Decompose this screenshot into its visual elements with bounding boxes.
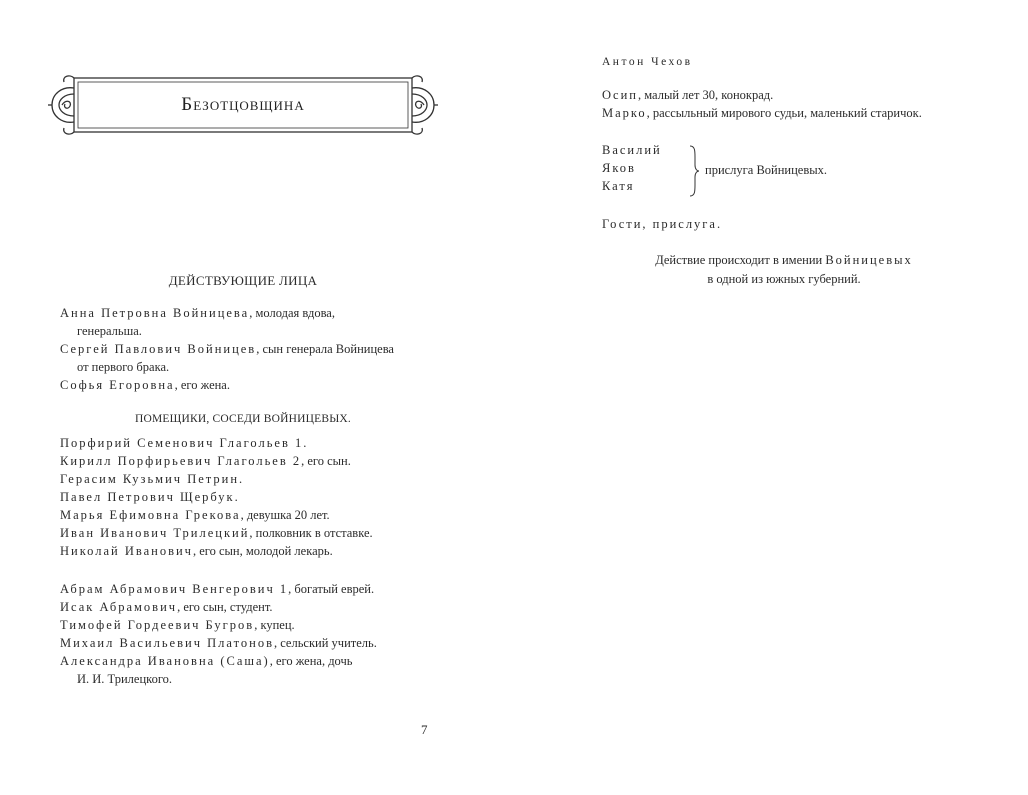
character-entry: Михаил Васильевич Платонов, сельский учитель. [60, 636, 377, 650]
character-entry: Сергей Павлович Войницев, сын генерала Войницева [60, 342, 394, 356]
servants-list [602, 141, 662, 195]
character-entry-cont: генеральша. [77, 324, 142, 338]
main-characters-list [60, 304, 394, 394]
character-entry: Иван Иванович Трилецкий, полковник в отставке. [60, 526, 373, 540]
character-entry: Павел Петрович Щербук. [60, 490, 240, 504]
other-characters-list [60, 580, 377, 688]
setting-line-1: Действие происходит в имении Войницевых [655, 253, 913, 267]
page-number: 7 [421, 722, 428, 737]
play-title: Безотцовщина [181, 94, 305, 115]
servant-name: Катя [602, 179, 635, 193]
character-entry: Кирилл Порфирьевич Глагольев 2, его сын. [60, 454, 351, 468]
neighbors-subheading: ПОМЕЩИКИ, СОСЕДИ ВОЙНИЦЕВЫХ. [134, 413, 352, 425]
character-entry: Абрам Абрамович Венгерович 1, богатый еврей. [60, 582, 375, 596]
neighbors-list [60, 434, 373, 560]
character-entry: Николай Иванович, его сын, молодой лекарь. [60, 544, 333, 558]
character-entry: Порфирий Семенович Глагольев 1. [60, 436, 309, 450]
character-entry: Тимофей Гордеевич Бугров, купец. [60, 618, 295, 632]
character-entry: Марко, рассыльный мирового судьи, маленький старичок. [602, 106, 922, 120]
character-entry: Герасим Кузьмич Петрин. [60, 472, 245, 486]
cast-heading: ДЕЙСТВУЮЩИЕ ЛИЦА [168, 273, 318, 288]
title-cartouche [48, 74, 438, 136]
setting-line-2: в одной из южных губерний. [707, 272, 861, 286]
right-page [514, 0, 1028, 795]
character-entry: Софья Егоровна, его жена. [60, 378, 230, 392]
curly-brace-icon [688, 145, 700, 197]
servant-name: Яков [602, 161, 636, 175]
character-entry: Марья Ефимовна Грекова, девушка 20 лет. [60, 508, 330, 522]
character-entry: Александра Ивановна (Саша), его жена, дочь [60, 654, 353, 668]
character-entry-cont: И. И. Трилецкого. [77, 672, 173, 686]
servants-description: прислуга Войницевых. [705, 163, 828, 177]
character-entry: Исак Абрамович, его сын, студент. [60, 600, 273, 614]
servant-name: Василий [602, 143, 662, 157]
right-characters-list [602, 86, 922, 122]
running-head: Антон Чехов [602, 56, 693, 68]
character-entry: Анна Петровна Войницева, молодая вдова, [60, 306, 335, 320]
character-entry-cont: от первого брака. [77, 360, 170, 374]
guests-line: Гости, прислуга. [602, 217, 723, 231]
character-entry: Осип, малый лет 30, конокрад. [602, 88, 774, 102]
